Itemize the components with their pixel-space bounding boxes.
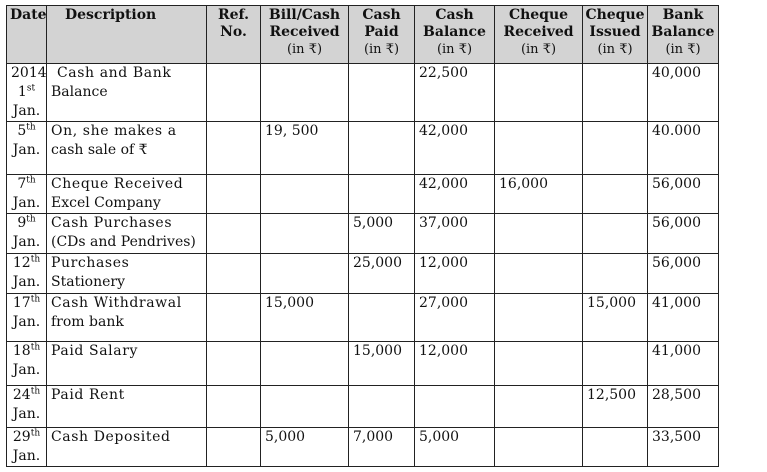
date-cell: 24th Jan. [7, 386, 47, 428]
cheque-issued-cell [583, 122, 648, 175]
description-cell: Cash Withdrawal from bank [47, 294, 207, 342]
ref-cell [207, 294, 261, 342]
ref-cell [207, 386, 261, 428]
paid-cell: 15,000 [349, 342, 415, 386]
cheque-received-cell [495, 342, 583, 386]
header-description: Description [47, 6, 207, 64]
header-ref-no: Ref. No. [207, 6, 261, 64]
cheque-received-cell [495, 122, 583, 175]
date-cell: 18th Jan. [7, 342, 47, 386]
ref-cell [207, 342, 261, 386]
header-cheque-received: Cheque Received (in ₹) [495, 6, 583, 64]
cheque-received-cell [495, 214, 583, 254]
bank-balance-cell: 33,500 [648, 428, 719, 467]
ref-cell [207, 214, 261, 254]
cheque-issued-cell [583, 64, 648, 122]
bank-balance-cell: 56,000 [648, 175, 719, 214]
cheque-received-cell [495, 386, 583, 428]
ref-cell [207, 254, 261, 294]
cash-balance-cell: 42,000 [415, 122, 495, 175]
table-row [7, 214, 719, 254]
cheque-issued-cell [583, 175, 648, 214]
bank-balance-cell: 40,000 [648, 64, 719, 122]
cash-balance-cell: 12,000 [415, 342, 495, 386]
received-cell [261, 254, 349, 294]
cheque-received-cell [495, 254, 583, 294]
description-cell: Paid Rent [47, 386, 207, 428]
description-cell: Cash Deposited [47, 428, 207, 467]
description-cell: Cheque Received Excel Company [47, 175, 207, 214]
description-cell: Cash Purchases (CDs and Pendrives) [47, 214, 207, 254]
date-cell: 9th Jan. [7, 214, 47, 254]
paid-cell: 5,000 [349, 214, 415, 254]
paid-cell: 7,000 [349, 428, 415, 467]
cash-balance-cell: 22,500 [415, 64, 495, 122]
table-row [7, 342, 719, 386]
paid-cell [349, 294, 415, 342]
header-row [7, 6, 719, 64]
description-cell: Purchases Stationery [47, 254, 207, 294]
received-cell [261, 64, 349, 122]
description-cell: On, she makes a cash sale of ₹ [47, 122, 207, 175]
bank-balance-cell: 41,000 [648, 294, 719, 342]
cash-balance-cell: 37,000 [415, 214, 495, 254]
header-bill-cash-received: Bill/Cash Received (in ₹) [261, 6, 349, 64]
received-cell: 5,000 [261, 428, 349, 467]
cheque-issued-cell [583, 428, 648, 467]
petty-cash-ledger-table [6, 5, 719, 467]
bank-balance-cell: 56,000 [648, 254, 719, 294]
paid-cell [349, 175, 415, 214]
table-row [7, 64, 719, 122]
bank-balance-cell: 40.000 [648, 122, 719, 175]
ref-cell [207, 122, 261, 175]
table-row [7, 428, 719, 467]
cheque-received-cell [495, 64, 583, 122]
date-cell: 7th Jan. [7, 175, 47, 214]
header-cash-balance: Cash Balance (in ₹) [415, 6, 495, 64]
paid-cell: 25,000 [349, 254, 415, 294]
cheque-issued-cell: 15,000 [583, 294, 648, 342]
cheque-issued-cell [583, 214, 648, 254]
description-cell: Cash and Bank Balance [47, 64, 207, 122]
date-cell: 17th Jan. [7, 294, 47, 342]
date-cell: 5th Jan. [7, 122, 47, 175]
header-date: Date [7, 6, 47, 64]
ref-cell [207, 64, 261, 122]
received-cell: 15,000 [261, 294, 349, 342]
received-cell [261, 214, 349, 254]
cheque-issued-cell [583, 342, 648, 386]
header-bank-balance: Bank Balance (in ₹) [648, 6, 719, 64]
date-cell: 12th Jan. [7, 254, 47, 294]
cash-balance-cell [415, 386, 495, 428]
table-row [7, 254, 719, 294]
cheque-received-cell: 16,000 [495, 175, 583, 214]
paid-cell [349, 64, 415, 122]
paid-cell [349, 386, 415, 428]
table-row [7, 386, 719, 428]
received-cell: 19, 500 [261, 122, 349, 175]
table-row [7, 122, 719, 175]
cheque-issued-cell: 12,500 [583, 386, 648, 428]
cheque-received-cell [495, 294, 583, 342]
cash-balance-cell: 12,000 [415, 254, 495, 294]
cash-balance-cell: 27,000 [415, 294, 495, 342]
cash-balance-cell: 42,000 [415, 175, 495, 214]
header-cheque-issued: Cheque Issued (in ₹) [583, 6, 648, 64]
bank-balance-cell: 56,000 [648, 214, 719, 254]
cheque-received-cell [495, 428, 583, 467]
ref-cell [207, 428, 261, 467]
header-cash-paid: Cash Paid (in ₹) [349, 6, 415, 64]
paid-cell [349, 122, 415, 175]
bank-balance-cell: 28,500 [648, 386, 719, 428]
cash-balance-cell: 5,000 [415, 428, 495, 467]
description-cell: Paid Salary [47, 342, 207, 386]
table-row [7, 175, 719, 214]
received-cell [261, 175, 349, 214]
table-row [7, 294, 719, 342]
date-cell: 2014 1st Jan. [7, 64, 47, 122]
bank-balance-cell: 41,000 [648, 342, 719, 386]
received-cell [261, 342, 349, 386]
ref-cell [207, 175, 261, 214]
received-cell [261, 386, 349, 428]
cheque-issued-cell [583, 254, 648, 294]
date-cell: 29th Jan. [7, 428, 47, 467]
